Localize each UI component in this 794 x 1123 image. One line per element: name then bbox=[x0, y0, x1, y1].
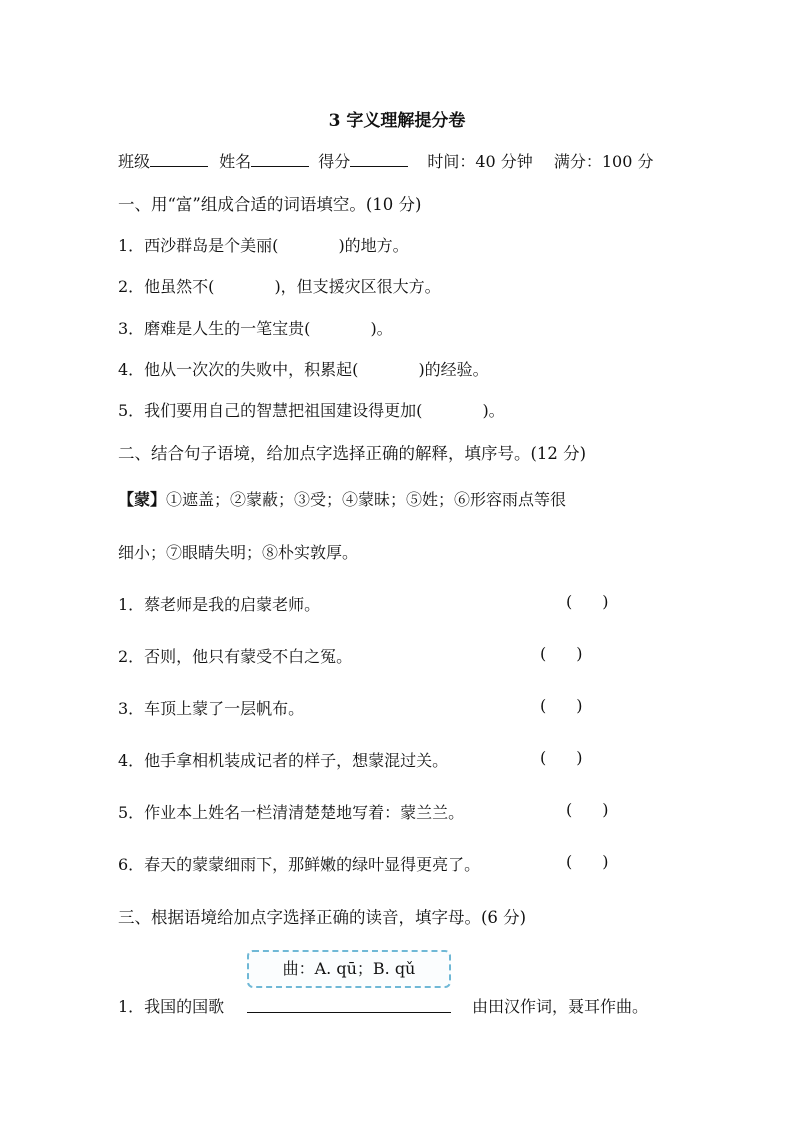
section2-item-6: 6．春天的蒙蒙细雨下，那鲜嫩的绿叶显得更亮了。 bbox=[118, 855, 481, 874]
class-blank[interactable] bbox=[150, 152, 208, 167]
header-info-row bbox=[118, 149, 654, 172]
section3-answer-blank[interactable] bbox=[247, 1012, 451, 1013]
section1-item-2: 2．他虽然不( )，但支援灾区很大方。 bbox=[118, 277, 441, 296]
answer-parens-3[interactable]: ( ) bbox=[540, 696, 583, 715]
section2-heading: 二、结合句子语境，给加点字选择正确的解释，填序号。(12 分) bbox=[118, 444, 587, 463]
definition-key: 【蒙】 bbox=[118, 490, 167, 509]
section1-item-5: 5．我们要用自己的智慧把祖国建设得更加( )。 bbox=[118, 401, 505, 420]
full-score-text: 满分：100 分 bbox=[553, 152, 654, 171]
name-blank[interactable] bbox=[251, 152, 309, 167]
section2-item-2: 2．否则，他只有蒙受不白之冤。 bbox=[118, 647, 353, 666]
definition-text-1: ①遮盖；②蒙蔽；③受；④蒙昧；⑤姓；⑥形容雨点等很 bbox=[166, 490, 567, 509]
section1-item-3: 3．磨难是人生的一笔宝贵( )。 bbox=[118, 319, 393, 338]
section3-item-1-before: 1．我国的国歌 bbox=[118, 997, 225, 1016]
definition-line-1 bbox=[118, 487, 566, 510]
definition-line-2: 细小；⑦眼睛失明；⑧朴实敦厚。 bbox=[118, 543, 359, 562]
answer-parens-5[interactable]: ( ) bbox=[566, 800, 609, 819]
section3-heading: 三、根据语境给加点字选择正确的读音，填字母。(6 分) bbox=[118, 908, 527, 927]
section2-item-5: 5．作业本上姓名一栏清清楚楚地写着：蒙兰兰。 bbox=[118, 803, 465, 822]
answer-parens-2[interactable]: ( ) bbox=[540, 644, 583, 663]
section3-item-1-after: 由田汉作词，聂耳作曲。 bbox=[472, 997, 649, 1016]
section2-item-4: 4．他手拿相机装成记者的样子，想蒙混过关。 bbox=[118, 751, 449, 770]
section1-item-1: 1．西沙群岛是个美丽( )的地方。 bbox=[118, 236, 409, 255]
answer-parens-4[interactable]: ( ) bbox=[540, 748, 583, 767]
answer-parens-6[interactable]: ( ) bbox=[566, 852, 609, 871]
class-label: 班级 bbox=[118, 152, 151, 171]
score-blank[interactable] bbox=[350, 152, 408, 167]
name-label: 姓名 bbox=[219, 152, 252, 171]
section2-item-1: 1．蔡老师是我的启蒙老师。 bbox=[118, 595, 321, 614]
time-text: 时间：40 分钟 bbox=[427, 152, 533, 171]
score-label: 得分 bbox=[318, 152, 351, 171]
section1-item-4: 4．他从一次次的失败中，积累起( )的经验。 bbox=[118, 360, 489, 379]
answer-parens-1[interactable]: ( ) bbox=[566, 592, 609, 611]
section1-heading: 一、用“富”组成合适的词语填空。(10 分) bbox=[118, 195, 422, 214]
pronunciation-options-badge: 曲：A. qū；B. qǔ bbox=[247, 950, 451, 988]
page-title: 3 字义理解提分卷 bbox=[328, 111, 466, 131]
section2-item-3: 3．车顶上蒙了一层帆布。 bbox=[118, 699, 305, 718]
